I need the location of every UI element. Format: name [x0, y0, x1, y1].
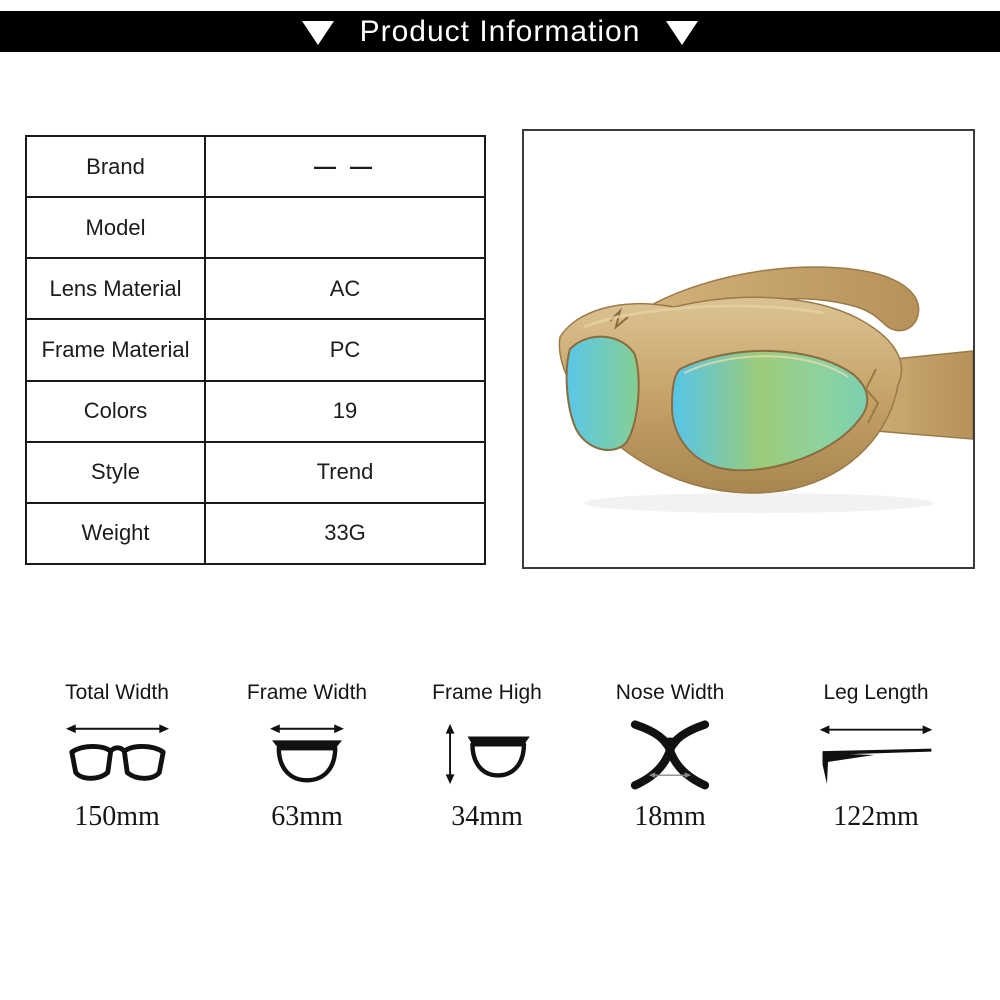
- spec-row-colors: [26, 381, 485, 442]
- product-photo-frame: [522, 129, 975, 569]
- measurement-label: Leg Length: [823, 681, 929, 704]
- measurement-value: 63mm: [271, 801, 343, 832]
- spec-label: Colors: [26, 381, 205, 442]
- triangle-down-icon: [666, 21, 698, 45]
- temple-arm-icon: [817, 708, 935, 800]
- measurement-nose-width: [580, 680, 760, 850]
- spec-value: PC: [205, 319, 485, 380]
- glasses-front-width-icon: [64, 708, 171, 800]
- spec-value: [205, 197, 485, 258]
- spec-value: — —: [205, 136, 485, 197]
- spec-row-lens-material: [26, 258, 485, 319]
- product-photo-sunglasses: [524, 131, 973, 567]
- spec-value: AC: [205, 258, 485, 319]
- spec-label: Style: [26, 442, 205, 503]
- spec-row-brand: [26, 136, 485, 197]
- measurement-frame-width: [217, 680, 397, 850]
- measurement-value: 18mm: [634, 801, 706, 832]
- measurement-value: 34mm: [451, 801, 523, 832]
- page-title: Product Information: [359, 14, 641, 48]
- spec-label: Brand: [26, 136, 205, 197]
- measurement-label: Total Width: [65, 681, 169, 704]
- spec-label: Model: [26, 197, 205, 258]
- measurement-label: Frame Width: [246, 681, 368, 704]
- nose-bridge-icon: [624, 708, 716, 800]
- spec-table: [25, 135, 486, 565]
- measurement-total-width: [27, 680, 207, 850]
- measurement-label: Frame High: [432, 681, 542, 704]
- measurement-value: 122mm: [833, 801, 919, 832]
- measurement-frame-high: [397, 680, 577, 850]
- header-bar: [0, 11, 1000, 52]
- spec-row-frame-material: [26, 319, 485, 380]
- lens-height-icon: [440, 708, 534, 800]
- spec-value: Trend: [205, 442, 485, 503]
- measurement-leg-length: [786, 680, 966, 850]
- spec-row-model: [26, 197, 485, 258]
- measurement-value: 150mm: [74, 801, 160, 832]
- spec-value: 19: [205, 381, 485, 442]
- triangle-down-icon: [302, 21, 334, 45]
- spec-row-style: [26, 442, 485, 503]
- measurement-label: Nose Width: [615, 681, 725, 704]
- spec-label: Frame Material: [26, 319, 205, 380]
- spec-label: Weight: [26, 503, 205, 564]
- lens-width-icon: [268, 708, 346, 800]
- spec-row-weight: [26, 503, 485, 564]
- spec-label: Lens Material: [26, 258, 205, 319]
- spec-value: 33G: [205, 503, 485, 564]
